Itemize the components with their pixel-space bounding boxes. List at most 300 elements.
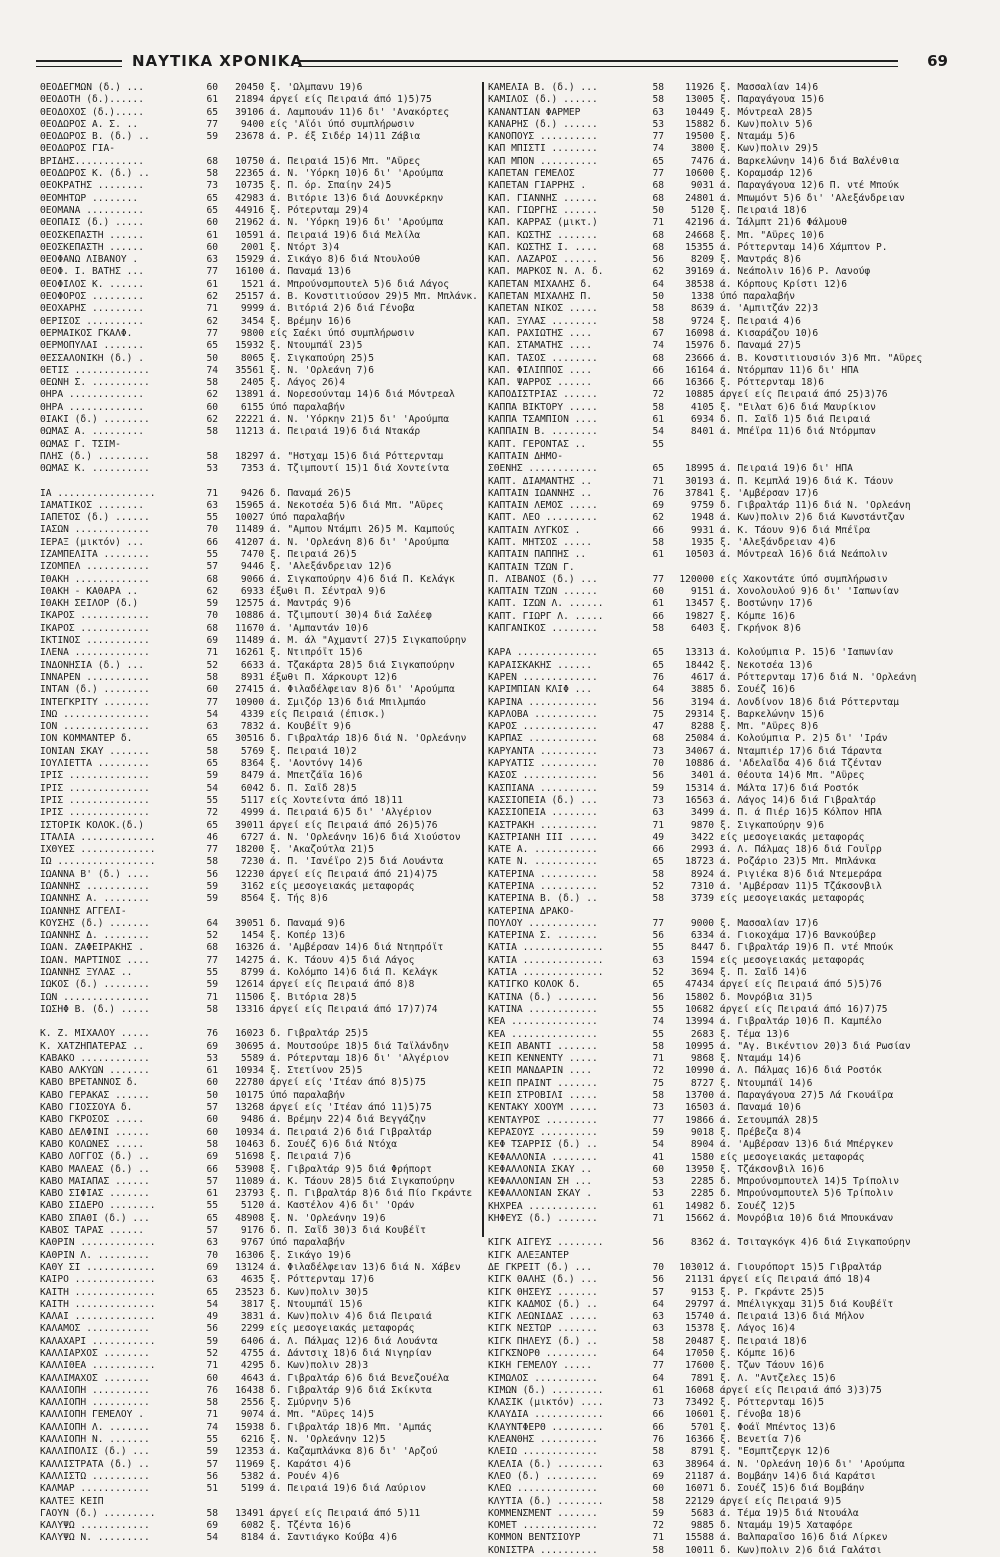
build-year: 58 <box>206 1397 218 1409</box>
tonnage: 9151 <box>690 586 714 598</box>
ship-name: ΚΕΪΠ ΜΑΝΔΑΡΙΝ .... <box>488 1065 592 1077</box>
build-year: 77 <box>206 954 218 966</box>
tonnage <box>218 439 270 451</box>
build-year <box>194 143 218 155</box>
tonnage: 24801 <box>685 192 714 204</box>
tonnage: 23666 <box>685 352 714 364</box>
ship-entry <box>40 1459 480 1471</box>
ship-name: ΚΑΡΥΑΤΙΣ .......... <box>488 758 598 770</box>
ship-name: ΚΑΛΑΙ .............. <box>40 1311 156 1323</box>
tonnage: 1521 <box>240 278 264 290</box>
ship-name: ΚΑΠ. ΓΙΩΡΓΗΣ ...... <box>488 204 598 216</box>
tonnage: 5382 <box>240 1470 264 1482</box>
ship-entry <box>40 672 480 684</box>
build-year: 74 <box>206 364 218 376</box>
status-note: ά. Σιγκαπούρην 4)6 διά Π. Κελάγκ <box>270 573 455 585</box>
tonnage: 16098 <box>685 327 714 339</box>
ship-name: ΚΕΦ ΤΣΑΡΡΙΣ (δ.) .. <box>488 1139 598 1151</box>
ship-entry <box>40 1446 480 1458</box>
tonnage: 22221 <box>235 414 264 426</box>
tonnage: 13950 <box>685 1163 714 1175</box>
ship-name: ΚΗΧΡΕΑ ............ <box>488 1200 598 1212</box>
tonnage: 8564 <box>240 893 264 905</box>
ship-entry <box>488 930 958 942</box>
tonnage: 1594 <box>690 954 714 966</box>
build-year: 57 <box>206 1175 218 1187</box>
build-year: 58 <box>206 856 218 868</box>
tonnage: 8364 <box>240 758 264 770</box>
tonnage: 5683 <box>690 1507 714 1519</box>
status-note: ά. Κολόμπο 14)6 διά Π. Κελάγκ <box>270 967 438 979</box>
ship-name: ΙΚΑΡΟΣ ............ <box>40 610 150 622</box>
status-note: ά. Βιτόριε 13)6 διά Δουνκέρκην <box>270 192 444 204</box>
status-note: άργεί είς Πειραιά άπό 18)4 <box>720 1274 871 1286</box>
ship-name: ΚΑΤΙΓΚΟ ΚΟΛΟΚ δ. <box>488 979 581 991</box>
status-note: ά. Κ. Τάουν 4)5 διά Λάγος <box>270 954 415 966</box>
tonnage: 22365 <box>235 168 264 180</box>
ship-name: ΚΑΠ. ΣΤΑΜΑΤΗΣ .... <box>488 340 592 352</box>
ship-name: ΚΑΛΛΙΠΟΛΙΣ (δ.) ... <box>40 1446 150 1458</box>
tonnage <box>664 1250 720 1262</box>
build-year: 77 <box>206 844 218 856</box>
tonnage: 5589 <box>240 1052 264 1064</box>
status-note: άργεί είς Πειραιά άπό 21)4)75 <box>270 868 438 880</box>
status-note: ξ. Ντουμπάϊ 23)5 <box>270 340 363 352</box>
ship-name: ΚΙΓΚ ΛΕΩΝΙΔΑΣ ..... <box>488 1311 598 1323</box>
ship-name: ΙΟΥΛΙΕΤΤΑ ......... <box>40 758 150 770</box>
status-note: είς Χοντείντα άπό 18)11 <box>270 794 403 806</box>
tonnage: 22129 <box>685 1495 714 1507</box>
ship-entry <box>40 1323 480 1335</box>
tonnage: 19500 <box>685 131 714 143</box>
status-note: ά. Λονδίνον 18)6 διά Ρόττερνταμ <box>720 696 900 708</box>
ship-name: ΚΑΛΛΙΟΠΗ .......... <box>40 1397 150 1409</box>
status-note: ά. Σικάγο 8)6 διά Ντουλούθ <box>270 254 421 266</box>
ship-name: ΚΑΒΟ ΔΕΛΦΙΝΙ ...... <box>40 1126 150 1138</box>
ship-name: ΚΑΠ ΜΠΟΝ .......... <box>488 155 598 167</box>
ship-entry <box>488 795 958 807</box>
build-year: 69 <box>652 1470 664 1482</box>
build-year: 56 <box>652 991 664 1003</box>
ship-entry <box>488 119 958 131</box>
status-note: ξ. Γένοβα 18)6 <box>720 1409 801 1421</box>
build-year: 60 <box>206 82 218 93</box>
build-year: 55 <box>206 1434 218 1446</box>
ship-entry <box>40 881 480 893</box>
status-note: ά. Φιλαδέλφειαν 8)6 δι' 'Αρούμπα <box>270 684 455 696</box>
ship-entry <box>40 918 480 930</box>
tonnage: 4617 <box>690 671 714 683</box>
tonnage: 13891 <box>235 389 264 401</box>
ship-entry <box>40 451 480 463</box>
tonnage: 9074 <box>240 1409 264 1421</box>
build-year: 69 <box>652 500 664 512</box>
build-year: 59 <box>206 1335 218 1347</box>
ship-entry <box>40 598 480 610</box>
build-year: 56 <box>652 254 664 266</box>
build-year <box>194 906 218 918</box>
ship-name: ΚΑΛΑΧΑΡΙ ........... <box>40 1335 156 1347</box>
build-year: 60 <box>206 401 218 413</box>
build-year: 61 <box>206 278 218 290</box>
status-note: ά. Β. Κονστιτιουσιόν 3)6 Μπ. "Αϋρες <box>720 352 923 364</box>
build-year: 50 <box>206 352 218 364</box>
ship-entry <box>488 402 958 414</box>
ship-entry <box>488 1545 958 1557</box>
ship-name: ΚΑΠ. ΜΑΡΚΟΣ Ν. Λ. δ. <box>488 266 604 278</box>
ship-name: ΚΑΡΟΣ ............. <box>488 721 598 733</box>
tonnage: 15929 <box>235 254 264 266</box>
status-note: ξ. Τζων Τάουν 16)6 <box>720 1360 824 1372</box>
ship-name: ΚΕΪΠ ΠΡΑΪΝΤ ....... <box>488 1077 598 1089</box>
build-year: 68 <box>652 192 664 204</box>
ship-name: ΠΟΥΛΟΥ ............ <box>488 917 598 929</box>
ship-entry <box>40 303 480 315</box>
ship-name: ΚΑΠΟΔΙΣΤΡΙΑΣ ...... <box>488 389 598 401</box>
ship-name: ΘΕΟΔΩΡΟΣ Α. Σ. .. <box>40 118 139 130</box>
ship-name: ΚΕΦΑΛΛΟΝΙΑΝ ΣΚΑΫ . <box>488 1188 592 1200</box>
ship-name: Κ. Ζ. ΜΙΧΑΛΟΥ ..... <box>40 1028 150 1040</box>
ship-name: ΚΑΒΟ ΛΟΓΓΟΣ (δ.) .. <box>40 1151 150 1163</box>
ship-name: ΚΟΝΙΣΤΡΑ .......... <box>488 1544 598 1556</box>
ship-name: ΙΝΔΟΝΗΣΙΑ (δ.) ... <box>40 659 144 671</box>
status-note: ά. Κ. Τάουν 9)6 διά Μπέϊρα <box>720 524 871 536</box>
build-year: 55 <box>206 1200 218 1212</box>
ship-entry <box>40 1422 480 1434</box>
status-note: άργεί είς Πειραιά άπό 1)5)75 <box>270 94 432 106</box>
tonnage: 29797 <box>685 1298 714 1310</box>
tonnage: 21894 <box>235 94 264 106</box>
tonnage: 15932 <box>235 340 264 352</box>
ship-name: ΚΑΠΠΑΙΝ Β. ........ <box>488 426 598 438</box>
status-note: ά. Μαντράς 9)6 <box>270 598 351 610</box>
tonnage: 9153 <box>690 1286 714 1298</box>
status-note: ά. Ίάλμπτ 21)6 Φάλμουθ <box>720 217 848 229</box>
ship-name: ΚΛΕΟ (δ.) ......... <box>488 1470 598 1482</box>
build-year: 77 <box>206 118 218 130</box>
status-note: ξ. Φοάϊ Μπέντος 13)6 <box>720 1421 836 1433</box>
build-year: 60 <box>652 1483 664 1495</box>
build-year: 70 <box>206 610 218 622</box>
ship-entry <box>40 1483 480 1495</box>
ship-name: ΚΑΣΠΙΑΝΑ .......... <box>488 782 598 794</box>
status-note: ά. Λαμπουάν 11)6 δι' 'Ανακόρτες <box>270 106 450 118</box>
status-note: δ. Παναμά 27)5 <box>720 340 801 352</box>
tonnage: 73492 <box>685 1397 714 1409</box>
ship-name: ΚΑΛΛΙΣΤΡΑΤΑ (δ.) .. <box>40 1458 150 1470</box>
tonnage: 10995 <box>685 1040 714 1052</box>
tonnage: 17050 <box>685 1347 714 1359</box>
status-note: ά. Λάγος 14)6 διά Γιβραλτάρ <box>720 794 876 806</box>
build-year: 71 <box>206 991 218 1003</box>
ship-entry <box>488 1471 958 1483</box>
ship-name: ΙΑΣΩΝ ............. <box>40 524 150 536</box>
build-year: 65 <box>206 1212 218 1224</box>
ship-name: ΚΕΪΠ ΚΕΝΝΕΝΤΥ ..... <box>488 1053 598 1065</box>
header-rule-left <box>36 60 122 67</box>
status-note: δ. Κων)πολιν 28)3 <box>270 1360 369 1372</box>
status-note: ύπό παραλαβήν <box>270 1237 346 1249</box>
tonnage: 39106 <box>235 106 264 118</box>
status-note: ξ. Ρόττερνταμ 18)6 <box>720 377 824 389</box>
status-note: ξ. Πειραιά 26)5 <box>270 548 357 560</box>
status-note: άργεί είς Πειραιά άπό 16)7)75 <box>720 1003 888 1015</box>
status-note: ξ. 'Αλεξάνδρειαν 12)6 <box>270 561 392 573</box>
tonnage: 13700 <box>685 1090 714 1102</box>
status-note <box>720 906 958 918</box>
ship-entry <box>40 402 480 414</box>
tonnage: 30193 <box>685 475 714 487</box>
tonnage: 51698 <box>235 1151 264 1163</box>
status-note: ά. Παναμά 10)6 <box>720 1102 801 1114</box>
ship-entry <box>488 193 958 205</box>
ship-entry <box>40 1336 480 1348</box>
tonnage: 16366 <box>685 377 714 389</box>
ship-entry <box>40 992 480 1004</box>
status-note: ά. Βρέμην 22)4 διά Βεγγάζην <box>270 1114 426 1126</box>
build-year: 66 <box>652 377 664 389</box>
status-note <box>270 439 480 451</box>
ship-entry <box>40 1065 480 1077</box>
build-year: 58 <box>206 1507 218 1519</box>
tonnage: 10027 <box>235 512 264 524</box>
ship-entry <box>40 783 480 795</box>
ship-entry <box>488 512 958 524</box>
status-note: είς μεσογειακάς μεταφοράς <box>720 954 865 966</box>
ship-name: ΚΑΤΕ Α. ........... <box>488 844 598 856</box>
ship-entry <box>488 1446 958 1458</box>
build-year <box>638 451 664 463</box>
tonnage: 6633 <box>240 659 264 671</box>
ship-entry <box>40 217 480 229</box>
build-year: 50 <box>652 291 664 303</box>
status-note: έξωθι Π. Σέντραλ 9)6 <box>270 585 386 597</box>
build-year: 53 <box>652 1176 664 1188</box>
build-year: 74 <box>652 1016 664 1028</box>
build-year: 59 <box>206 881 218 892</box>
tonnage: 2299 <box>240 1323 264 1335</box>
ship-name: ΚΑΣΣΙΟΠΕΙΑ (δ.) ... <box>488 794 598 806</box>
ship-entry <box>40 1508 480 1520</box>
tonnage: 2285 <box>690 1176 714 1188</box>
tonnage: 8362 <box>690 1237 714 1249</box>
tonnage: 9400 <box>240 118 264 130</box>
ship-name: ΚΙΓΚΣΝΟΡΘ ......... <box>488 1347 598 1359</box>
ship-name: ΚΑΤΙΑ .............. <box>488 967 604 979</box>
tonnage: 15740 <box>685 1311 714 1323</box>
ship-entry <box>40 82 480 94</box>
status-note: ξ. Κοραμσάρ 12)6 <box>720 168 813 180</box>
ship-entry <box>488 82 958 94</box>
status-note: άργεί είς Πειραιά 9)5 <box>720 1495 842 1507</box>
build-year: 53 <box>206 463 218 475</box>
tonnage: 10449 <box>685 106 714 118</box>
ship-name: ΚΙΜΩΛΟΣ ........... <box>488 1372 598 1384</box>
build-year: 54 <box>206 1298 218 1310</box>
tonnage: 8184 <box>240 1532 264 1544</box>
status-note: ά. Ν. 'Υόρκη 19)6 δι' 'Αρούμπα <box>270 217 444 229</box>
ship-entry <box>40 660 480 672</box>
ship-name: ΘΕΟΦΑΝΩ ΛΙΒΑΝΟΥ . <box>40 254 139 266</box>
tonnage: 2405 <box>240 377 264 389</box>
ship-entry <box>488 942 958 954</box>
ship-name: ΘΕΟΦΙΛΟΣ Κ. ...... <box>40 278 144 290</box>
tonnage: 11489 <box>235 635 264 647</box>
build-year: 61 <box>652 414 664 426</box>
build-year <box>638 906 664 918</box>
ship-name: ΚΑΣΟΣ ............. <box>488 770 598 782</box>
ship-name: ΙΩΣΗΦ Β. (δ.) ..... <box>40 1003 150 1015</box>
build-year: 66 <box>206 536 218 548</box>
tonnage: 13268 <box>235 1102 264 1114</box>
ship-entry <box>488 266 958 278</box>
status-note: δ. Νταμάμ 19)5 Χαταφόρε <box>720 1520 853 1532</box>
status-note: δ. Κων)πολιν 2)6 διά Γαλάτσι <box>720 1544 882 1556</box>
build-year: 60 <box>206 217 218 229</box>
ship-entry <box>488 1311 958 1323</box>
ship-name: ΘΕΟΔΩΡΟΣ Κ. (δ.) .. <box>40 168 150 180</box>
ship-entry <box>488 660 958 672</box>
build-year: 46 <box>206 831 218 843</box>
status-note: ά. Μπρούνσμπουτελ 5)6 διά Λάγος <box>270 278 450 290</box>
ship-entry <box>488 377 958 389</box>
tonnage: 10885 <box>685 389 714 401</box>
ship-name: ΚΑΒΟ ΣΙΔΕΡΟ ........ <box>40 1200 156 1212</box>
tonnage: 17600 <box>685 1360 714 1372</box>
ship-name: ΘΕΣΣΑΛΟΝΙΚΗ (δ.) . <box>40 352 144 364</box>
status-note: ά. Βιτόριά 2)6 διά Γένοβα <box>270 303 415 315</box>
status-note: ύπό παραλαβήν <box>270 1089 346 1101</box>
ship-entry <box>488 1127 958 1139</box>
section-gap <box>488 1225 958 1237</box>
tonnage: 13005 <box>685 94 714 106</box>
ship-entry <box>40 770 480 782</box>
tonnage: 3694 <box>690 967 714 979</box>
status-note: ξ. 'Αμβέρσαν 17)6 <box>720 487 819 499</box>
status-note: ά. Παναμά 13)6 <box>270 266 351 278</box>
ship-name: ΚΑΠ ΜΠΙΣΤΙ ........ <box>488 143 598 155</box>
tonnage: 7310 <box>690 881 714 892</box>
status-note: ά. Σετουμπάλ 28)5 <box>720 1114 819 1126</box>
status-note: άργεί είς Πειραιά άπό 17)7)74 <box>270 1003 438 1015</box>
status-note: ξ. Λ. "Αντζελες 15)6 <box>720 1372 836 1384</box>
tonnage: 19827 <box>685 610 714 622</box>
ship-name: ΚΕΑ ............... <box>488 1028 598 1040</box>
build-year: 52 <box>206 930 218 942</box>
ship-entry <box>488 783 958 795</box>
ship-name: ΘΩΜΑΣ Κ. .......... <box>40 463 150 475</box>
build-year: 75 <box>652 708 664 720</box>
build-year: 73 <box>652 745 664 757</box>
status-note: ά. Ν. 'Ορλεάνη 8)6 δι' 'Αρούμπα <box>270 536 450 548</box>
status-note: ά. Κουβέϊτ 9)6 <box>270 721 351 733</box>
tonnage: 23678 <box>235 131 264 143</box>
ship-entry <box>40 1237 480 1249</box>
tonnage: 20487 <box>685 1335 714 1347</box>
tonnage: 11926 <box>685 82 714 93</box>
status-note: είς 'Αϊόι ύπό συμπλήρωσιν <box>270 118 415 130</box>
build-year <box>194 439 218 451</box>
ship-entry <box>488 697 958 709</box>
ship-entry <box>488 721 958 733</box>
ship-name: ΘΩΜΑΣ Γ. ΤΣΙΜ- <box>40 438 121 450</box>
build-year: 74 <box>652 143 664 155</box>
build-year: 63 <box>206 721 218 733</box>
ship-name: ΙΝΩ ............... <box>40 708 150 720</box>
build-year: 71 <box>206 647 218 659</box>
status-note: άργεί είς Πειραιά άπό 3)3)75 <box>720 1384 882 1396</box>
status-note: ξ. Μόντρεαλ 28)5 <box>720 106 813 118</box>
ship-name: ΙΩΑΝΝΗΣ Δ. ........ <box>40 930 150 942</box>
tonnage: 9724 <box>690 315 714 327</box>
ship-entry <box>488 414 958 426</box>
build-year: 71 <box>206 487 218 499</box>
build-year: 53 <box>206 1052 218 1064</box>
ship-entry <box>40 1139 480 1151</box>
ship-name: ΚΑΛΥΨΩ ............ <box>40 1520 150 1532</box>
build-year: 77 <box>652 168 664 180</box>
tonnage: 7230 <box>240 856 264 868</box>
build-year: 55 <box>206 512 218 524</box>
tonnage: 2683 <box>690 1028 714 1040</box>
ship-name: ΙΝΤΕΓΚΡΙΤΥ ........ <box>40 696 150 708</box>
ship-name: ΚΑΛΥΨΩ Ν. ......... <box>40 1532 150 1544</box>
status-note: ά. Ρόττερνταμ 17)6 διά Ν. 'Ορλεάνη <box>720 671 917 683</box>
ship-name: ΚΑΣΣΙΟΠΕΙΑ ........ <box>488 807 598 819</box>
ship-name: ΙΝΤΑΝ (δ.) ........ <box>40 684 150 696</box>
status-note: ά. Κων)πολιν 4)6 διά Πειραιά <box>270 1311 432 1323</box>
status-note: δ. Σουέζ 16)6 <box>720 684 796 696</box>
ship-name: ΚΑΠΕΤΑΝ ΓΕΜΕΛΟΣ <box>488 168 575 180</box>
build-year: 61 <box>206 1065 218 1077</box>
tonnage: 10463 <box>235 1138 264 1150</box>
status-note <box>720 562 958 574</box>
tonnage: 41207 <box>235 536 264 548</box>
ship-entry <box>488 525 958 537</box>
status-note <box>270 143 480 155</box>
ship-entry <box>488 1520 958 1532</box>
status-note: ά. Μπέϊρα 11)6 διά Ντόρμπαν <box>720 426 876 438</box>
ship-entry <box>488 709 958 721</box>
build-year: 59 <box>652 782 664 794</box>
ship-entry <box>40 1532 480 1544</box>
build-year: 59 <box>206 598 218 610</box>
build-year: 58 <box>652 1090 664 1102</box>
status-note: ξ. Μαντράς 8)6 <box>720 254 801 266</box>
status-note <box>720 439 958 451</box>
ship-entry <box>40 242 480 254</box>
ship-name: ΚΑΒΟ ΜΑΙΑΠΑΣ ...... <box>40 1175 150 1187</box>
ship-entry <box>40 193 480 205</box>
ship-name: ΚΑΒΟ ΜΑΛΕΑΣ (δ.) .. <box>40 1163 150 1175</box>
build-year: 77 <box>206 696 218 708</box>
ship-entry <box>40 795 480 807</box>
ship-name: ΚΑΒΟ ΑΛΚΥΩΝ ....... <box>40 1065 150 1077</box>
tonnage: 15965 <box>235 499 264 511</box>
ship-entry <box>488 279 958 291</box>
ship-name: ΙΩ ................. <box>40 856 156 868</box>
tonnage: 120000 <box>679 573 714 585</box>
build-year: 60 <box>206 241 218 253</box>
build-year: 65 <box>206 106 218 118</box>
tonnage: 103012 <box>679 1261 714 1273</box>
build-year: 51 <box>206 1483 218 1495</box>
build-year: 63 <box>206 1237 218 1249</box>
tonnage: 2285 <box>690 1188 714 1200</box>
ship-entry <box>40 291 480 303</box>
status-note: ά. Βαλπαραΐσο 16)6 διά Λίρκεν <box>720 1532 888 1544</box>
status-note: ά. Μπετζάϊα 16)6 <box>270 770 363 782</box>
